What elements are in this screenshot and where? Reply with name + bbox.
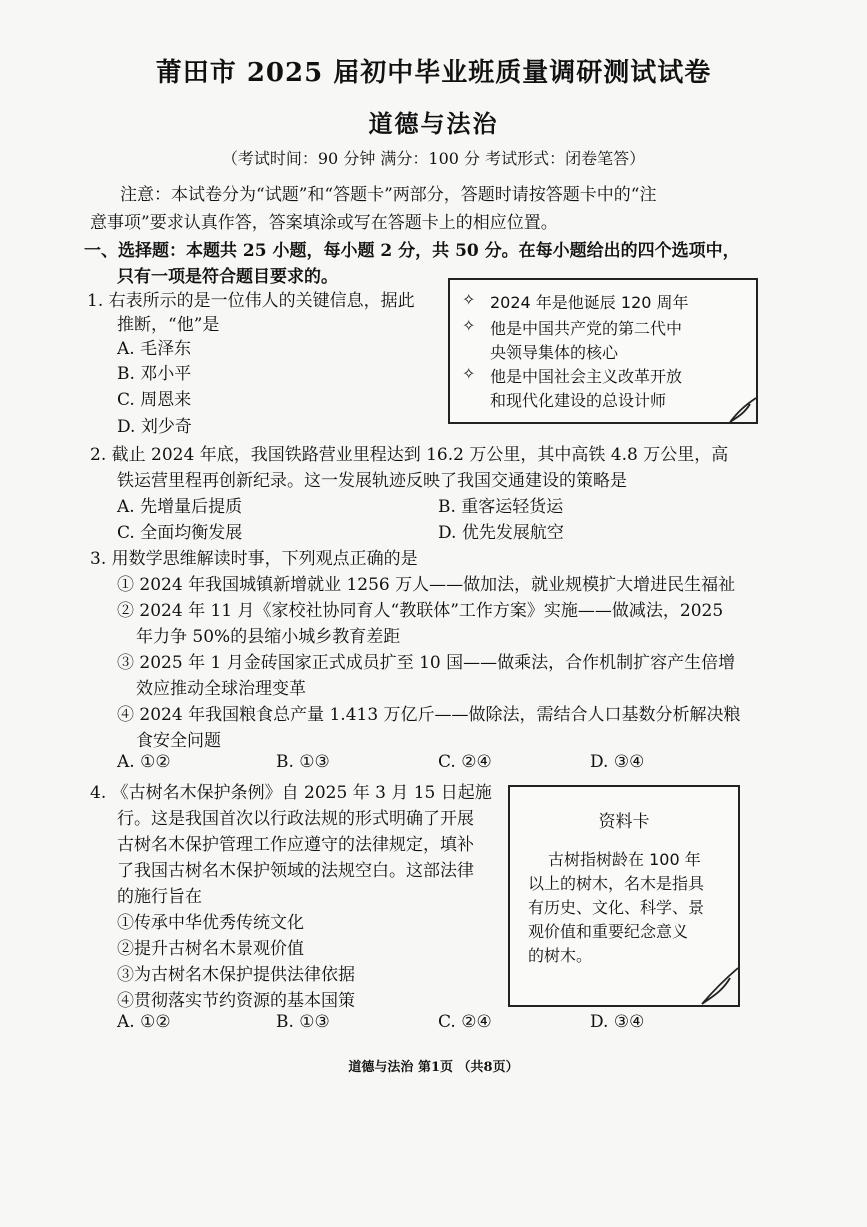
q4-stem-line-3: 古树名木保护管理工作应遵守的法律规定，填补 <box>117 835 474 855</box>
q1-stem-line-2: 推断，“他”是 <box>117 315 220 335</box>
q3-option-a: A. ①② <box>117 752 171 772</box>
q1-stem-line-1: 1. 右表所示的是一位伟人的关键信息，据此 <box>87 291 415 311</box>
q1-info-box <box>448 278 758 424</box>
q1-box-line-1: 2024 年是他诞辰 120 周年 <box>490 293 689 312</box>
q1-option-c: C. 周恩来 <box>117 390 192 410</box>
q3-item-4a: ④ 2024 年我国粮食总产量 1.413 万亿斤——做除法，需结合人口基数分析解决粮 <box>117 705 741 725</box>
q2-stem-line-1: 2. 截止 2024 年底，我国铁路营业里程达到 16.2 万公里，其中高铁 4.8 万公里，高 <box>90 445 729 465</box>
q3-item-2a: ② 2024 年 11 月《家校社协同育人“教联体”工作方案》实施——做减法，2025 <box>117 601 724 621</box>
page-curl-icon <box>700 966 740 1006</box>
q4-option-b: B. ①③ <box>276 1012 330 1032</box>
notice-line-2: 意事项”要求认真作答，答案填涂或写在答题卡上的相应位置。 <box>90 213 558 233</box>
q4-option-d: D. ③④ <box>590 1012 645 1032</box>
section-heading-line-1: 一、选择题：本题共 25 小题，每小题 2 分，共 50 分。在每小题给出的四个选项中， <box>84 241 740 261</box>
resource-card-title: 资料卡 <box>598 812 650 832</box>
q3-item-3b: 效应推动全球治理变革 <box>136 679 306 699</box>
q2-option-d: D. 优先发展航空 <box>438 523 564 543</box>
resource-card-line-5: 的树木。 <box>528 946 593 965</box>
diamond-bullet-icon: ✧ <box>462 316 476 335</box>
exam-info: （考试时间：90 分钟 满分：100 分 考试形式：闭卷笔答） <box>221 149 646 168</box>
q4-stem-line-2: 行。这是我国首次以行政法规的形式明确了开展 <box>117 809 474 829</box>
resource-card-line-3: 有历史、文化、科学、景 <box>528 898 705 917</box>
q3-option-b: B. ①③ <box>276 752 330 772</box>
q4-stem-line-4: 了我国古树名木保护领域的法规空白。这部法律 <box>117 861 474 881</box>
q1-box-line-4: 他是中国社会主义改革开放 <box>490 367 683 386</box>
q1-option-b: B. 邓小平 <box>117 364 192 384</box>
q3-item-4b: 食安全问题 <box>136 731 221 751</box>
page-footer: 道德与法治 第1页 （共8页） <box>348 1060 519 1075</box>
q1-option-a: A. 毛泽东 <box>117 339 192 359</box>
q3-item-3a: ③ 2025 年 1 月金砖国家正式成员扩至 10 国——做乘法，合作机制扩容产生倍增 <box>117 653 736 673</box>
q1-box-line-5: 和现代化建设的总设计师 <box>490 391 667 410</box>
resource-card-line-2: 以上的树木，名木是指具 <box>528 874 705 893</box>
q4-item-3: ③为古树名木保护提供法律依据 <box>117 965 355 985</box>
q4-item-1: ①传承中华优秀传统文化 <box>117 913 304 933</box>
q4-option-a: A. ①② <box>117 1012 171 1032</box>
q1-option-d: D. 刘少奇 <box>117 417 192 437</box>
diamond-bullet-icon: ✧ <box>462 364 476 383</box>
q2-stem-line-2: 铁运营里程再创新纪录。这一发展轨迹反映了我国交通建设的策略是 <box>117 471 627 491</box>
subject-title: 道德与法治 <box>368 109 499 138</box>
q3-item-1: ① 2024 年我国城镇新增就业 1256 万人——做加法，就业规模扩大增进民生福祉 <box>117 575 736 595</box>
q4-stem-line-5: 的施行旨在 <box>117 887 202 907</box>
q4-item-2: ②提升古树名木景观价值 <box>117 939 304 959</box>
resource-card-line-1: 古树指树龄在 100 年 <box>548 850 701 869</box>
page-curl-icon <box>728 396 758 424</box>
notice-line-1: 注意：本试卷分为“试题”和“答题卡”两部分，答题时请按答题卡中的“注 <box>120 185 657 205</box>
q4-option-c: C. ②④ <box>438 1012 492 1032</box>
q2-option-a: A. 先增量后提质 <box>117 497 243 517</box>
q1-box-line-3: 央领导集体的核心 <box>490 343 619 362</box>
q1-box-line-2: 他是中国共产党的第二代中 <box>490 319 683 338</box>
q4-item-4: ④贯彻落实节约资源的基本国策 <box>117 991 355 1011</box>
q3-option-d: D. ③④ <box>590 752 645 772</box>
exam-title: 莆田市 2025 届初中毕业班质量调研测试试卷 <box>155 58 712 88</box>
q3-option-c: C. ②④ <box>438 752 492 772</box>
q3-stem: 3. 用数学思维解读时事，下列观点正确的是 <box>90 549 418 569</box>
section-heading-line-2: 只有一项是符合题目要求的。 <box>117 267 338 287</box>
diamond-bullet-icon: ✧ <box>462 290 476 309</box>
resource-card-line-4: 观价值和重要纪念意义 <box>528 922 689 941</box>
q2-option-b: B. 重客运轻货运 <box>438 497 564 517</box>
q2-option-c: C. 全面均衡发展 <box>117 523 243 543</box>
q4-stem-line-1: 4. 《古树名木保护条例》自 2025 年 3 月 15 日起施 <box>90 783 492 803</box>
q3-item-2b: 年力争 50%的县缩小城乡教育差距 <box>136 627 401 647</box>
